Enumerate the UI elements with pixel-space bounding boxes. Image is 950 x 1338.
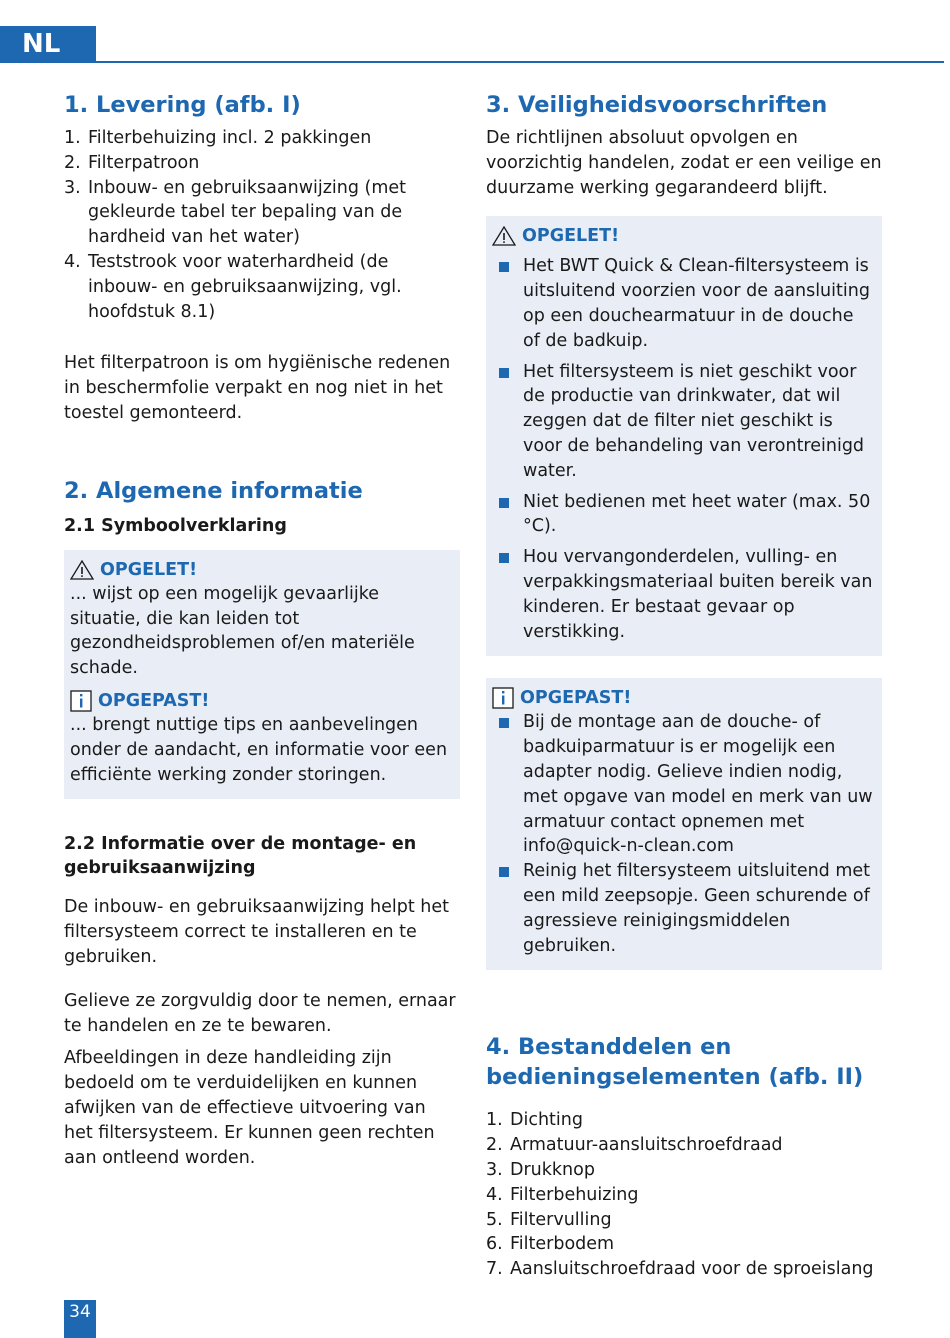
safety-warning-list	[492, 254, 874, 644]
list-text: Filterpatroon	[88, 152, 200, 173]
page-number: 34	[64, 1300, 96, 1338]
section-components	[486, 1032, 882, 1282]
manual-paragraph-2: Gelieve ze zorgvuldig door te nemen, ernaar te handelen en ze te bewaren.	[64, 990, 456, 1036]
symbol-explanation-box	[64, 550, 460, 800]
list-text: Inbouw- en gebruiksaanwijzing (met gekleurde tabel ter bepaling van de hardheid van het water)	[88, 177, 407, 248]
list-item: Hou vervangonderdelen, vulling- en verpakkingsmateriaal buiten bereik van kinderen. Er bestaat gevaar op verstikking.	[492, 545, 874, 644]
list-text: Dichting	[510, 1110, 583, 1131]
list-number: 1.	[486, 1110, 503, 1131]
delivery-list	[64, 126, 460, 324]
section-safety	[486, 90, 882, 970]
right-column	[486, 90, 882, 1282]
list-item: Bij de montage aan de douche- of badkuiparmatuur is er mogelijk een adapter nodig. Gelieve indien nodig, met opgave van model en merk van uw armatuur contact opnemen met info@quick-n-clean.com	[492, 710, 874, 859]
section-title-safety: 3. Veiligheidsvoorschriften	[486, 92, 828, 118]
list-text: Drukknop	[510, 1159, 595, 1180]
safety-info-box	[486, 678, 882, 970]
list-text: Filterbehuizing incl. 2 pakkingen	[88, 128, 372, 148]
section-delivery	[64, 90, 460, 426]
list-text: Teststrook voor waterhardheid (de inbouw- en gebruiksaanwijzing, vgl. hoofdstuk 8.1)	[88, 251, 402, 322]
list-text: Filterbehuizing	[510, 1184, 639, 1205]
list-number: 1.	[64, 128, 81, 148]
list-item	[486, 1232, 882, 1257]
list-item: Het BWT Quick & Clean-filtersysteem is uitsluitend voorzien voor de aansluiting op een douchearmatuur in de douche of de badkuip.	[492, 254, 874, 353]
list-item	[64, 151, 460, 176]
info-label	[492, 686, 874, 710]
list-item	[486, 1133, 882, 1158]
list-number: 4.	[64, 251, 81, 272]
section-general-info	[64, 476, 460, 1171]
safety-intro: De richtlijnen absoluut opvolgen en voorzichtig handelen, zodat er een veilige en duurzame werking gegarandeerd blijft.	[486, 128, 882, 198]
subsection-title-symbols: 2.1 Symboolverklaring	[64, 515, 287, 536]
info-label-text: OPGEPAST!	[98, 690, 210, 711]
list-item: Niet bedienen met heet water (max. 50 °C).	[492, 490, 874, 540]
list-item	[486, 1108, 882, 1133]
list-item	[64, 250, 460, 324]
header-rule	[96, 61, 944, 63]
info-label	[70, 689, 452, 713]
info-icon	[492, 687, 514, 709]
components-list	[486, 1108, 882, 1282]
warning-description: ... wijst op een mogelijk gevaarlijke situatie, die kan leiden tot gezondheidsproblemen of/en materiële schade.	[70, 583, 415, 679]
list-item: Het filtersysteem is niet geschikt voor de productie van drinkwater, dat wil zeggen dat de filter niet geschikt is voor de behandeling van verontreinigd water.	[492, 360, 874, 484]
warning-icon	[492, 226, 516, 246]
warning-label	[492, 224, 874, 248]
list-number: 6.	[486, 1234, 503, 1255]
info-description: ... brengt nuttige tips en aanbevelingen onder de aandacht, en informatie voor een efficiënte werking zonder storingen.	[70, 714, 448, 785]
subsection-title-manual: 2.2 Informatie over de montage- en gebruiksaanwijzing	[64, 834, 417, 879]
list-number: 7.	[486, 1259, 503, 1280]
manual-paragraph-1: De inbouw- en gebruiksaanwijzing helpt het filtersysteem correct te installeren en te gebruiken.	[64, 897, 450, 967]
list-number: 5.	[486, 1209, 503, 1230]
list-number: 3.	[64, 177, 81, 198]
warning-icon	[70, 560, 94, 580]
delivery-paragraph: Het filterpatroon is om hygiënische redenen in beschermfolie verpakt en nog niet in het toestel gemonteerd.	[64, 353, 451, 423]
list-item	[486, 1208, 882, 1233]
list-number: 2.	[486, 1135, 503, 1156]
safety-info-list	[492, 710, 874, 958]
list-number: 3.	[486, 1159, 503, 1180]
left-column	[64, 90, 460, 1170]
list-item	[64, 126, 460, 151]
list-number: 2.	[64, 152, 81, 173]
list-item: Reinig het filtersysteem uitsluitend met een mild zeepsopje. Geen schurende of agressieve reinigingsmiddelen gebruiken.	[492, 859, 874, 958]
language-tab: NL	[0, 26, 96, 63]
list-text: Filtervulling	[510, 1209, 612, 1230]
list-item	[64, 176, 460, 250]
list-number: 4.	[486, 1184, 503, 1205]
list-text: Aansluitschroefdraad voor de sproeislang	[510, 1259, 874, 1280]
list-text: Armatuur-aansluitschroefdraad	[510, 1135, 783, 1156]
section-title-components: 4. Bestanddelen en bedieningselementen (afb. II)	[486, 1034, 864, 1091]
list-item	[486, 1257, 882, 1282]
warning-label	[70, 558, 452, 582]
list-item	[486, 1183, 882, 1208]
section-title-delivery: 1. Levering (afb. I)	[64, 92, 301, 118]
info-icon	[70, 690, 92, 712]
safety-warning-box	[486, 216, 882, 656]
warning-label-text: OPGELET!	[522, 226, 620, 247]
list-text: Filterbodem	[510, 1234, 615, 1255]
manual-paragraph-3: Afbeeldingen in deze handleiding zijn bedoeld om te verduidelijken en kunnen afwijken van de effectieve uitvoering van het filtersysteem. Er kunnen geen rechten aan ontleend worden.	[64, 1048, 435, 1168]
info-label-text: OPGEPAST!	[520, 688, 632, 709]
section-title-general-info: 2. Algemene informatie	[64, 477, 363, 504]
list-item	[486, 1158, 882, 1183]
warning-label-text: OPGELET!	[100, 559, 198, 580]
